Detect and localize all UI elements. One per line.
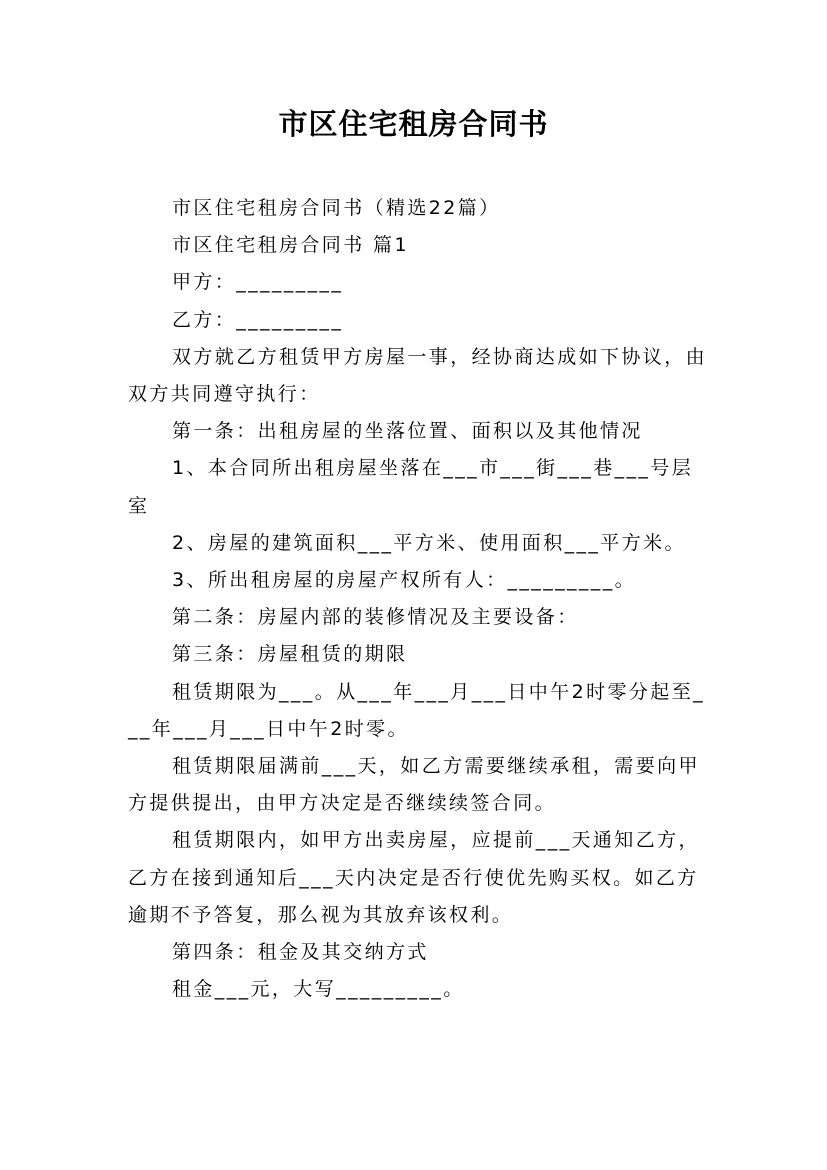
paragraph-rent-amount: 租金___元，大写_________。 bbox=[172, 978, 465, 1001]
paragraph-agreement-intro: 双方就乙方租赁甲方房屋一事，经协商达成如下协议，由双方共同遵守执行： bbox=[128, 345, 708, 406]
paragraph-priority-purchase: 租赁期限内，如甲方出卖房屋，应提前___天通知乙方，乙方在接到通知后___天内决定是否行使优先购买权。如乙方逾期不予答复，那么视为其放弃该权利。 bbox=[128, 829, 700, 926]
paragraph-party-a: 甲方：_________ bbox=[172, 271, 344, 294]
paragraph-lease-renewal: 租赁期限届满前___天，如乙方需要继续承租，需要向甲方提供提出，由甲方决定是否继续续签合同。 bbox=[128, 755, 700, 815]
paragraph-lease-term: 租赁期限为___。从___年___月___日中午2时零分起至___年___月___日中午2时零。 bbox=[128, 680, 705, 740]
paragraph-article-1-heading: 第一条：出租房屋的坐落位置、面积以及其他情况 bbox=[172, 420, 643, 443]
paragraph-article-1-item-1: 1、本合同所出租房屋坐落在___市___街___巷___号层室 bbox=[128, 457, 694, 517]
paragraph-article-1-item-2: 2、房屋的建筑面积___平方米、使用面积___平方米。 bbox=[172, 531, 686, 554]
paragraph-article-1-item-3: 3、所出租房屋的房屋产权所有人：_________。 bbox=[172, 569, 636, 592]
paragraph-party-b: 乙方：_________ bbox=[172, 308, 344, 331]
paragraph-article-4-heading: 第四条：租金及其交纳方式 bbox=[172, 941, 429, 964]
document-body bbox=[128, 190, 710, 1008]
paragraph-part-heading: 市区住宅租房合同书 篇1 bbox=[172, 234, 409, 257]
paragraph-article-3-heading: 第三条：房屋租赁的期限 bbox=[172, 643, 408, 666]
paragraph-subtitle: 市区住宅租房合同书（精选22篇） bbox=[172, 197, 501, 219]
document-title: 市区住宅租房合同书 bbox=[278, 107, 549, 141]
paragraph-article-2-heading: 第二条：房屋内部的装修情况及主要设备： bbox=[172, 606, 579, 629]
